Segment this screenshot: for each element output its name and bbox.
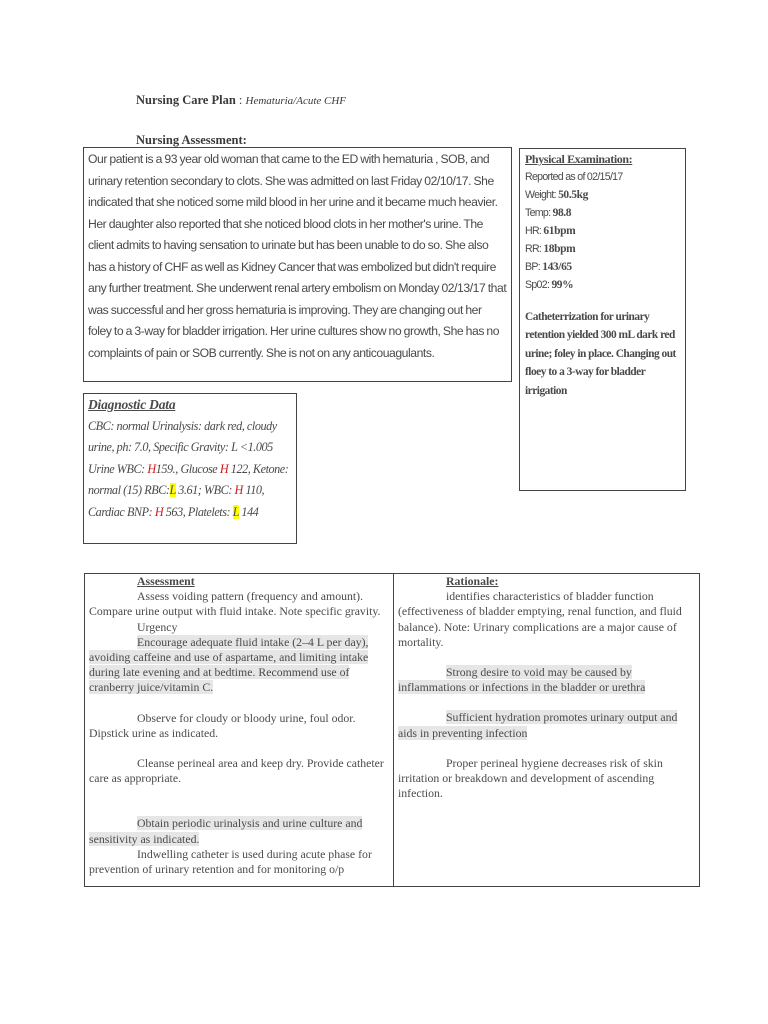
diagnostic-text: 563, Platelets: xyxy=(163,504,233,519)
care-plan-table xyxy=(84,573,700,887)
vital-weight: Weight: 50.5kg xyxy=(525,189,588,201)
patient-narrative-text: Our patient is a 93 year old woman that came to the ED with hematuria , SOB, and urinary retention secondary to clots. She was admitted on last Friday 02/10/17. She indicated that she noticed some mild blood in her urine and it became much heavier. Her daughter also reported that she noticed blood clots in her mother's urine. The client admits to having sensation to urinate but has been unable to do so. She also has a history of CHF as well as Kidney Cancer that was embolized but didn't require any further treatment. She underwent renal artery embolism on Monday 02/13/17 that was successful and her gross hematuria is improving. They are changing out her foley to a 3-way for bladder irrigation. Her urine cultures show no growth, She has no complaints of pain or SOB currently. She is not on any anticouagulants. xyxy=(88,152,507,360)
rationale-item: Sufficient hydration promotes urinary output and aids in preventing infection xyxy=(398,710,678,740)
flag-high: H xyxy=(234,483,243,497)
diagnostic-text: 3.61; WBC: xyxy=(175,483,235,497)
vital-rr: RR: 18bpm xyxy=(525,243,576,255)
assessment-item: Urgency xyxy=(137,619,178,634)
rationale-column xyxy=(398,574,698,801)
physical-examination-box xyxy=(519,148,686,491)
title-separator: : xyxy=(235,93,246,107)
assessment-item: Assess voiding pattern (frequency and amount). Compare urine output with fluid intake. Note specific gravity. xyxy=(89,589,381,619)
diagnostic-text: 122, Ketone: normal (15) RBC: xyxy=(88,461,289,497)
flag-high: H xyxy=(154,504,164,519)
vital-hr: HR: 61bpm xyxy=(525,225,576,237)
column-divider xyxy=(393,574,394,886)
assessment-column xyxy=(89,574,389,877)
assessment-item: Observe for cloudy or bloody urine, foul odor. Dipstick urine as indicated. xyxy=(89,710,356,740)
assessment-header: Assessment xyxy=(137,574,195,588)
diagnostic-data-box xyxy=(83,393,297,544)
diagnostic-text: 110, Cardiac BNP: xyxy=(88,483,265,519)
reported-date: Reported as of 02/15/17 xyxy=(525,171,623,183)
vital-bp: BP: 143/65 xyxy=(525,261,572,273)
flag-high: H xyxy=(147,461,156,476)
catheterization-note: Catheterrization for urinary retention yielded 300 mL dark red urine; foley in place. Changing out floey to a 3-way for bladder irrigation xyxy=(525,311,676,397)
patient-narrative-box xyxy=(83,147,512,382)
diagnostic-text: 144 xyxy=(238,504,259,519)
rationale-header: Rationale: xyxy=(446,574,499,588)
vital-spo2: Sp02: 99% xyxy=(525,279,574,291)
rationale-item: identifies characteristics of bladder function (effectiveness of bladder emptying, renal function, and fluid balance). Note: Urinary complications are a major cause of mortality. xyxy=(398,589,682,649)
care-plan-title: Nursing Care Plan xyxy=(136,93,236,107)
rationale-item: Strong desire to void may be caused by inflammations or infections in the bladder or urethra xyxy=(398,665,646,695)
nursing-assessment-heading: Nursing Assessment: xyxy=(136,133,247,147)
flag-low: L xyxy=(169,483,176,497)
vital-temp: Temp: 98.8 xyxy=(525,207,572,219)
flag-low: L xyxy=(232,504,239,519)
assessment-item: Obtain periodic urinalysis and urine culture and sensitivity as indicated. xyxy=(89,816,363,846)
flag-high: H xyxy=(219,461,229,476)
care-plan-title-line xyxy=(136,93,346,108)
rationale-item: Proper perineal hygiene decreases risk of skin irritation or breakdown and development of ascending infection. xyxy=(398,755,663,801)
diagnostic-text: 159., Glucose xyxy=(155,461,220,476)
assessment-item: Indwelling catheter is used during acute phase for prevention of urinary retention and for monitoring o/p xyxy=(89,846,372,877)
diagnostic-data-title: Diagnostic Data xyxy=(88,397,176,412)
care-plan-subtitle: Hematuria/Acute CHF xyxy=(245,95,347,107)
assessment-item: Encourage adequate fluid intake (2–4 L per day), avoiding caffeine and use of aspartame, and limiting intake during late evening and at bedtime. Recommend use of cranberry juice/vitamin C. xyxy=(89,634,369,695)
diagnostic-text: CBC: normal Urinalysis: dark red, cloudy urine, ph: 7.0, Specific Gravity: L <1.005 Urine WBC: xyxy=(88,418,277,476)
physical-examination-title: Physical Examination: xyxy=(525,152,633,166)
assessment-item: Cleanse perineal area and keep dry. Provide catheter care as appropriate. xyxy=(89,756,384,786)
